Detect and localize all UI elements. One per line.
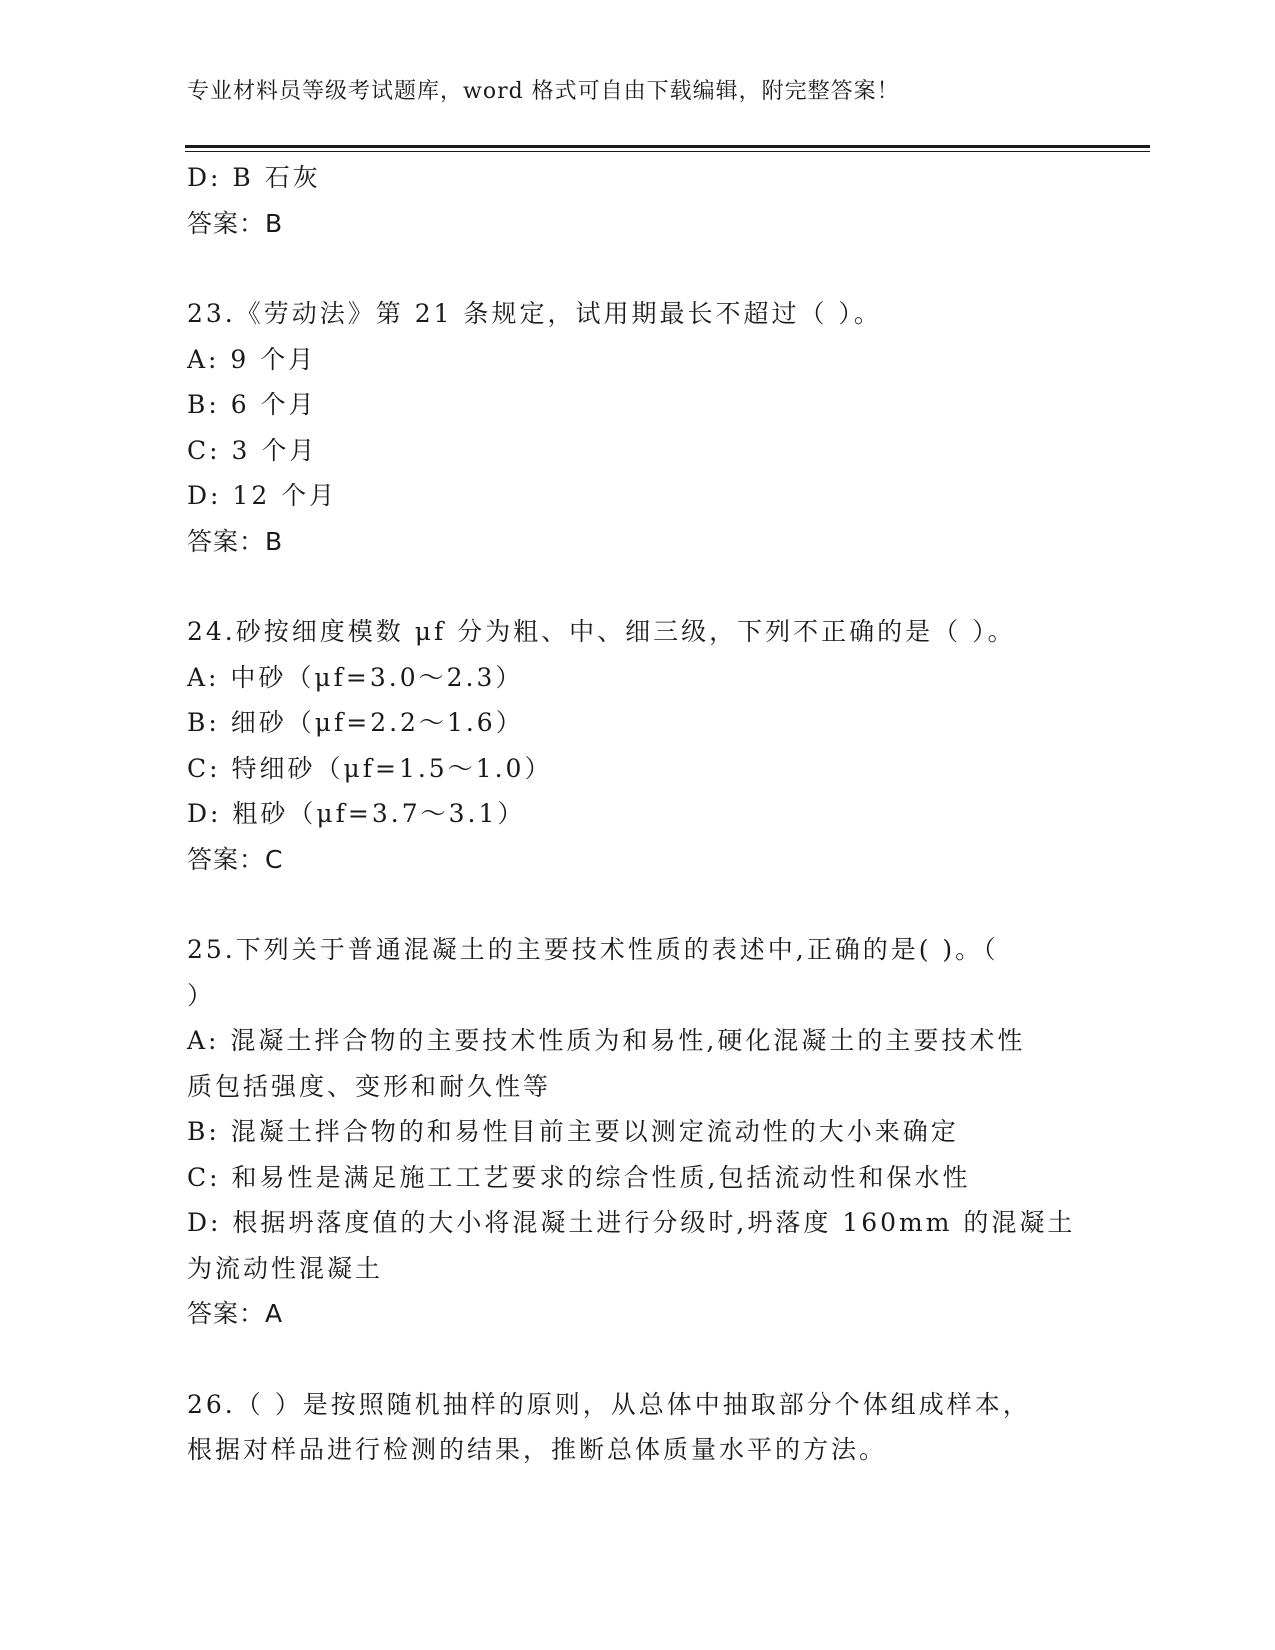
page-header: 专业材料员等级考试题库，word 格式可自由下载编辑，附完整答案！ <box>187 79 900 104</box>
option-c: C: 特细砂（μf=1.5～1.0） <box>187 753 553 783</box>
option-d-line-1: D: 根据坍落度值的大小将混凝土进行分级时,坍落度 160mm 的混凝土 <box>187 1208 1076 1237</box>
question-stem: 24.砂按细度模数 μf 分为粗、中、细三级，下列不正确的是（ ）。 <box>187 617 1016 646</box>
option-b: B: 细砂（μf=2.2～1.6） <box>187 708 524 737</box>
option-c: C: 和易性是满足施工工艺要求的综合性质,包括流动性和保水性 <box>187 1162 971 1192</box>
option-a: A: 中砂（μf=3.0～2.3） <box>187 662 524 692</box>
option-a-line-1: A: 混凝土拌合物的主要技术性质为和易性,硬化混凝土的主要技术性 <box>187 1026 1026 1055</box>
option-a: A: 9 个月 <box>187 344 317 374</box>
answer: 答案：B <box>187 526 284 556</box>
question-23 <box>187 291 1067 564</box>
option-b: B: 混凝土拌合物的和易性目前主要以测定流动性的大小来确定 <box>187 1117 959 1146</box>
spacer <box>187 564 1067 609</box>
option-a-line-2: 质包括强度、变形和耐久性等 <box>187 1071 552 1101</box>
question-stem: 23.《劳动法》第 21 条规定，试用期最长不超过（ ）。 <box>187 299 882 328</box>
question-stem-line-1: 25.下列关于普通混凝土的主要技术性质的表述中,正确的是( )。（ <box>187 935 999 964</box>
option-c: C: 3 个月 <box>187 435 318 465</box>
spacer <box>187 1337 1067 1382</box>
question-26 <box>187 1382 1067 1473</box>
prev-answer: 答案：B <box>187 208 284 238</box>
answer: 答案：A <box>187 1299 284 1328</box>
header-rule-thin <box>185 151 1150 152</box>
option-b: B: 6 个月 <box>187 390 317 419</box>
spacer <box>187 882 1067 927</box>
question-stem-line-1: 26.（ ）是按照随机抽样的原则，从总体中抽取部分个体组成样本， <box>187 1389 1031 1419</box>
question-25 <box>187 927 1076 1337</box>
option-d: D: 粗砂（μf=3.7～3.1） <box>187 799 526 828</box>
question-stem-line-2: 根据对样品进行检测的结果，推断总体质量水平的方法。 <box>187 1435 888 1464</box>
option-d-line-2: 为流动性混凝土 <box>187 1253 384 1283</box>
option-d: D: 12 个月 <box>187 481 338 510</box>
prev-option-d: D: B 石灰 <box>187 163 321 192</box>
question-24 <box>187 609 1067 882</box>
question-stem-line-2: ） <box>187 980 216 1010</box>
spacer <box>187 246 1067 291</box>
header-rule-thick <box>185 145 1150 148</box>
document-body <box>187 155 1076 1473</box>
answer: 答案：C <box>187 844 284 874</box>
